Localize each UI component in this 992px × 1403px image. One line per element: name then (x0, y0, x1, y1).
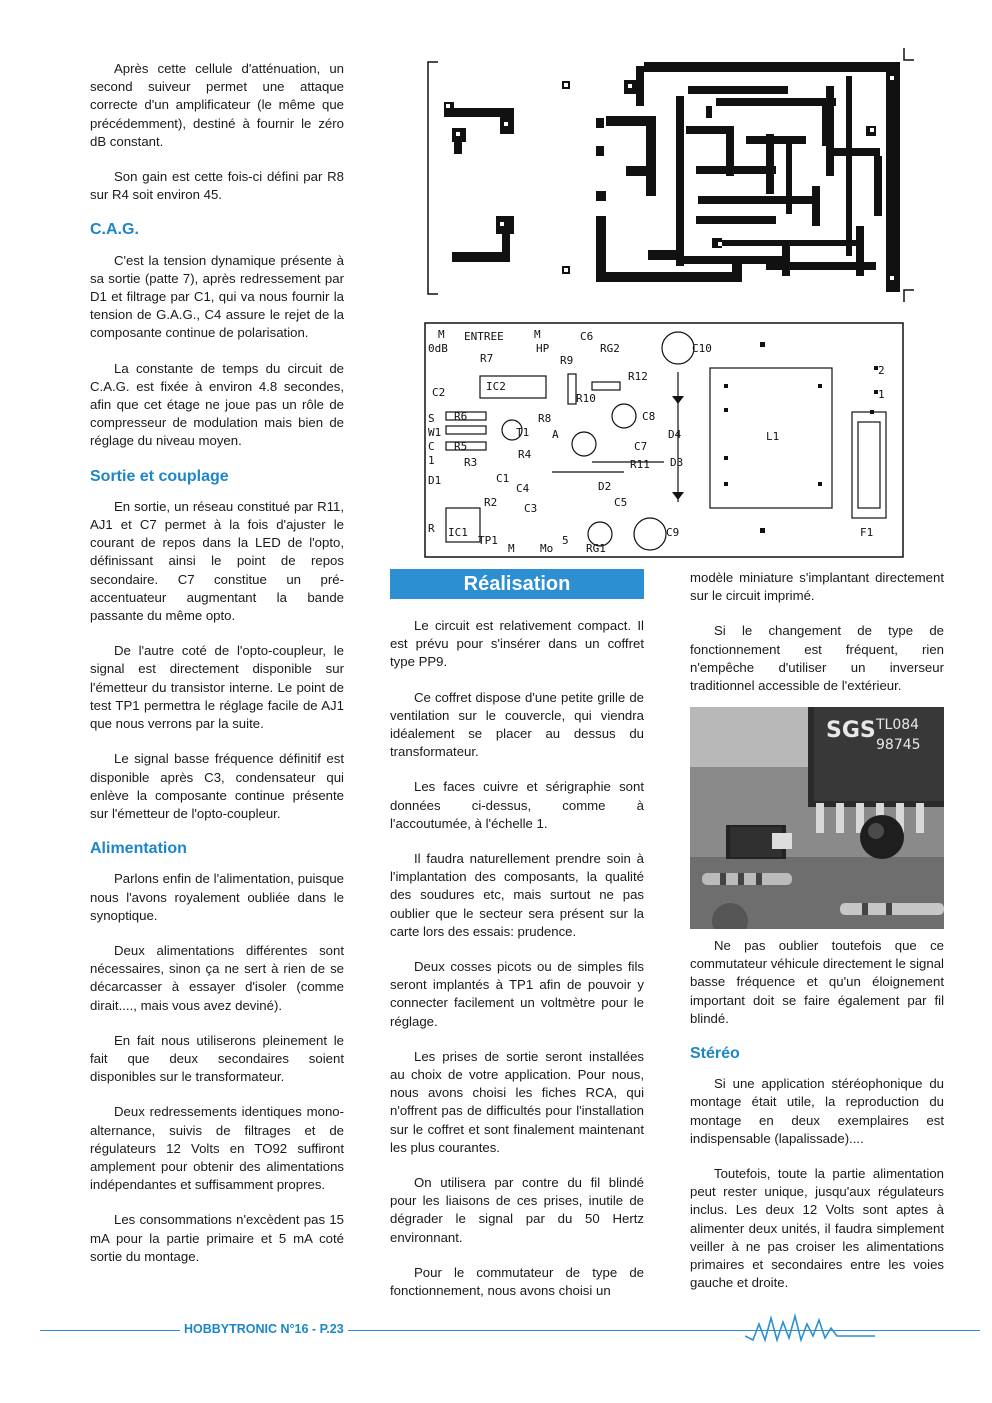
section-banner-realisation: Réalisation (390, 569, 644, 599)
label-t1: T1 (516, 426, 530, 439)
label-a: A (552, 428, 559, 441)
label-c2: C2 (432, 386, 446, 399)
paragraph: On utilisera par contre du fil blindé pour les liaisons de ces prises, inutile de dégrader le signal par du 50 Hertz environnant. (390, 1175, 644, 1245)
paragraph: Après cette cellule d'atténuation, un second suiveur permet une attaque correcte d'un amplificateur (le même que précédemment), destiné à fournir le zéro dB constant. (90, 61, 344, 149)
label-ic2: IC2 (486, 380, 506, 393)
label-s: S (428, 412, 435, 425)
chip-marking-line-2: 98745 (876, 737, 921, 753)
paragraph: De l'autre coté de l'opto-coupleur, le signal est directement disponible sur l'émetteur du transistor interne. Le point de test TP1 permettra le réglage facile de AJ1 que nous verrons par la suite. (90, 643, 344, 732)
paragraph: Si le changement de type de fonctionnement est fréquent, rien n'empêche d'utiliser un inverseur traditionnel accessible de l'extérieur. (690, 623, 944, 694)
paragraph: Deux redressements identiques mono-alternance, suivis de filtrages et de régulateurs 12 Volts en TO92 suffiront amplement pour obtenir des alimentations indépendantes et suffisamment propres. (90, 1104, 344, 1193)
label-r5: R5 (454, 440, 468, 453)
svg-text:SGS: SGS (826, 718, 876, 743)
paragraph: Les faces cuivre et sérigraphie sont données ci-dessus, comme à l'accoutumée, à l'échelle 1. (390, 779, 644, 831)
paragraph: Les prises de sortie seront installées au choix de votre application. Pour nous, nous avons choisi les fiches RCA, qui n'offrent pas de difficultés pour l'installation sur le coffret et sont finalement maintenant les plus courantes. (390, 1048, 644, 1155)
label-pin-2: 2 (878, 364, 885, 377)
label-d4: D4 (668, 428, 682, 441)
label-l1: L1 (766, 430, 780, 443)
label-ic1: IC1 (448, 526, 468, 539)
label-hp: HP (536, 342, 550, 355)
section-heading-sortie: Sortie et couplage (90, 467, 229, 485)
label-rg2: RG2 (600, 342, 620, 355)
label-r12: R12 (628, 370, 648, 383)
label-r9: R9 (560, 354, 574, 367)
label-0db: 0dB (428, 342, 448, 355)
waveform-icon (745, 1310, 875, 1346)
paragraph: C'est la tension dynamique présente à sa sortie (patte 7), après redressement par D1 et filtrage par C1, qui va nous fournir la tension de G.A.G., C4 assure le rejet de la composante continue de polarisation. (90, 252, 344, 341)
label-entree: ENTREE (464, 330, 504, 343)
pcb-copper-layout (426, 46, 920, 302)
paragraph: modèle miniature s'implantant directement sur le circuit imprimé. (690, 570, 944, 604)
text-column-1 (90, 60, 344, 1283)
label-d1: D1 (428, 474, 442, 487)
circuit-board-photo (690, 707, 944, 929)
label-rg1: RG1 (586, 542, 606, 555)
footer-page-label: HOBBYTRONIC N°16 - P.23 (180, 1322, 348, 1336)
paragraph: En sortie, un réseau constitué par R11, AJ1 et C7 permet à la fois d'ajuster le courant de repos dans la LED de l'opto, définissant ainsi le point de repos secondaire. C7 constitue un pré-accentuateur augmentant la bande passante du même opto. (90, 498, 344, 624)
label-5: 5 (562, 534, 569, 547)
paragraph: Parlons enfin de l'alimentation, puisque nous l'avons royalement oubliée dans le synoptique. (90, 871, 344, 923)
label-c5: C5 (614, 496, 628, 509)
paragraph: Le signal basse fréquence définitif est disponible après C3, condensateur qui enlève la composante continue présente sur l'émetteur de l'opto-coupleur. (90, 751, 344, 821)
paragraph: Toutefois, toute la partie alimentation peut rester unique, jusqu'aux régulateurs inclus. Les deux 12 Volts sont aptes à alimenter deux unités, il faudra simplement veiller à ne pas croiser les alimentations primaires et secondaires entre les voies gauche et droite. (690, 1166, 944, 1291)
label-c4: C4 (516, 482, 530, 495)
label-mo: Mo (540, 542, 554, 555)
label-d3: D3 (670, 456, 684, 469)
paragraph: Les consommations n'excèdent pas 15 mA pour la partie primaire et 5 mA coté sortie du montage. (90, 1212, 344, 1264)
label-c10: C10 (692, 342, 712, 355)
paragraph: Deux alimentations différentes sont nécessaires, sinon ça ne sert à rien de se décarcasser à essayer d'isoler (comme dirait...., mais vous avez deviné). (90, 942, 344, 1013)
paragraph: Si une application stéréophonique du montage était utile, la reproduction du montage en deux exemplaires est indispensable (lapalissade).... (690, 1076, 944, 1146)
label-r8: R8 (538, 412, 552, 425)
label-r11: R11 (630, 458, 650, 471)
paragraph: Son gain est cette fois-ci défini par R8 sur R4 soit environ 45. (90, 169, 344, 203)
label-c9: C9 (666, 526, 680, 539)
label-m-right: M (534, 328, 541, 341)
label-c6: C6 (580, 330, 594, 343)
label-r2: R2 (484, 496, 498, 509)
label-r3: R3 (464, 456, 478, 469)
section-heading-cag: C.A.G. (90, 221, 139, 239)
label-r4: R4 (518, 448, 532, 461)
section-heading-alimentation: Alimentation (90, 840, 187, 858)
label-m-bottom: M (508, 542, 515, 555)
label-c7: C7 (634, 440, 648, 453)
text-column-3 (690, 569, 944, 712)
label-c1: C1 (496, 472, 510, 485)
label-tp1: TP1 (478, 534, 498, 547)
section-heading-stereo: Stéréo (690, 1045, 740, 1063)
text-column-3-continued (690, 937, 944, 1309)
label-r7: R7 (480, 352, 494, 365)
paragraph: Ce coffret dispose d'une petite grille de ventilation sur le couvercle, qui viendra idéalement se placer au dessus du transformateur. (390, 689, 644, 760)
paragraph: Ne pas oublier toutefois que ce commutateur véhicule directement le signal basse fréquence et qu'un éloignement important doit se faire également par fil blindé. (690, 938, 944, 1026)
paragraph: Il faudra naturellement prendre soin à l'implantation des composants, la qualité des soudures etc, mais surtout ne pas oublier que le secteur sera présent sur la carte lors des essais: prudence. (390, 851, 644, 939)
label-w1: W1 (428, 426, 442, 439)
text-column-2 (390, 617, 644, 1317)
paragraph: Le circuit est relativement compact. Il est prévu pour s'insérer dans un coffret type PP9. (390, 618, 644, 670)
label-r10: R10 (576, 392, 596, 405)
pcb-silkscreen-layout (424, 322, 904, 558)
label-r6: R6 (454, 410, 468, 423)
paragraph: La constante de temps du circuit de C.A.G. est fixée à environ 4.8 secondes, afin que cet étage ne joue pas un rôle de compresseur de modulation mais bien de réglage du niveau moyen. (90, 360, 344, 449)
label-r: R (428, 522, 435, 535)
label-d2: D2 (598, 480, 612, 493)
label-m-left: M (438, 328, 445, 341)
label-c8: C8 (642, 410, 656, 423)
label-f1: F1 (860, 526, 874, 539)
label-c3: C3 (524, 502, 538, 515)
label-1: 1 (428, 454, 435, 467)
paragraph: Deux cosses picots ou de simples fils seront implantés à TP1 afin de pouvoir y connecter facilement un voltmètre pour le réglage. (390, 959, 644, 1029)
label-pin-1: 1 (878, 388, 885, 401)
paragraph: En fait nous utiliserons pleinement le fait que deux secondaires soient disponibles sur le transformateur. (90, 1032, 344, 1085)
paragraph: Pour le commutateur de type de fonctionnement, nous avons choisi un (390, 1264, 644, 1299)
label-c: C (428, 440, 435, 453)
chip-marking-line-1: TL084 (876, 717, 920, 733)
